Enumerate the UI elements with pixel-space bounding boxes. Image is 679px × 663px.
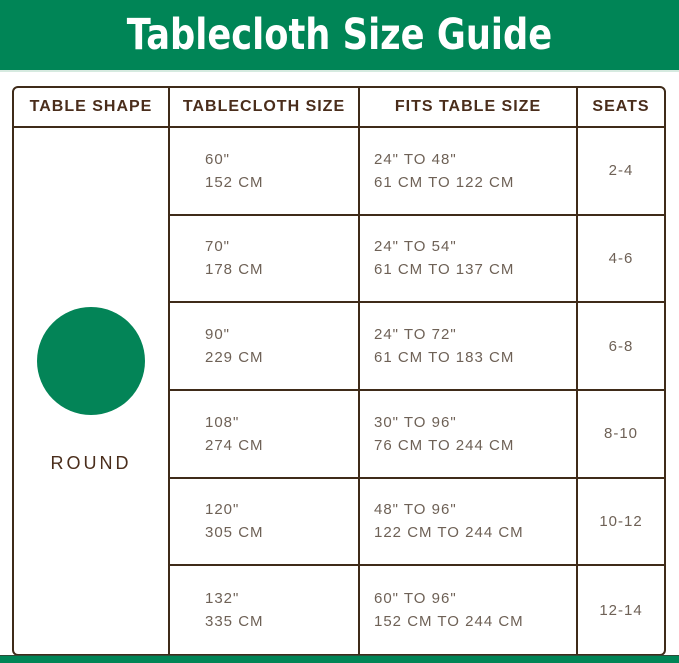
table-row-cell-size: [170, 566, 360, 654]
bottom-green-bar: [0, 655, 679, 663]
size-inches: 60": [205, 150, 231, 168]
table-row-cell-size: [170, 216, 360, 304]
fits-inches: 60" TO 96": [374, 590, 457, 608]
seats-value: 6-8: [608, 337, 634, 355]
table-row-cell-size: [170, 391, 360, 479]
size-inches: 90": [205, 326, 231, 344]
table-row-cell-size: [170, 479, 360, 567]
column-header-tablecloth-size: TABLECLOTH SIZE: [170, 88, 360, 128]
table-row-cell-fits: [360, 216, 578, 304]
table-row-cell-fits: [360, 303, 578, 391]
fits-cm: 61 CM TO 137 CM: [374, 261, 515, 279]
table-row-cell-seats: [578, 303, 664, 391]
fits-cm: 122 CM TO 244 CM: [374, 524, 524, 542]
table-row-cell-size: [170, 128, 360, 216]
size-cm: 305 CM: [205, 524, 264, 542]
size-guide-table: [12, 86, 666, 656]
size-cm: 274 CM: [205, 436, 264, 454]
page-title: Tablecloth Size Guide: [126, 10, 553, 60]
title-banner: [0, 0, 679, 72]
size-inches: 108": [205, 413, 240, 431]
table-shape-cell: [14, 128, 170, 654]
round-shape-icon: [37, 307, 145, 415]
fits-inches: 48" TO 96": [374, 501, 457, 519]
size-inches: 120": [205, 501, 240, 519]
fits-cm: 61 CM TO 122 CM: [374, 173, 515, 191]
fits-inches: 24" TO 72": [374, 326, 457, 344]
fits-cm: 76 CM TO 244 CM: [374, 436, 515, 454]
table-row-cell-seats: [578, 216, 664, 304]
size-inches: 132": [205, 590, 240, 608]
table-row-cell-fits: [360, 391, 578, 479]
size-cm: 178 CM: [205, 261, 264, 279]
seats-value: 12-14: [599, 601, 643, 619]
table-row-cell-seats: [578, 391, 664, 479]
fits-inches: 24" TO 48": [374, 150, 457, 168]
seats-value: 4-6: [608, 249, 634, 267]
column-header-table-shape: TABLE SHAPE: [14, 88, 170, 128]
size-inches: 70": [205, 238, 231, 256]
table-row-cell-size: [170, 303, 360, 391]
shape-label: ROUND: [50, 453, 132, 474]
fits-cm: 152 CM TO 244 CM: [374, 613, 524, 631]
table-row-cell-seats: [578, 479, 664, 567]
table-row-cell-seats: [578, 128, 664, 216]
table-row-cell-fits: [360, 479, 578, 567]
column-header-seats: SEATS: [578, 88, 664, 128]
column-header-fits-table-size: FITS TABLE SIZE: [360, 88, 578, 128]
table-row-cell-fits: [360, 128, 578, 216]
fits-inches: 30" TO 96": [374, 413, 457, 431]
seats-value: 10-12: [599, 512, 643, 530]
fits-inches: 24" TO 54": [374, 238, 457, 256]
size-cm: 335 CM: [205, 613, 264, 631]
size-cm: 229 CM: [205, 349, 264, 367]
fits-cm: 61 CM TO 183 CM: [374, 349, 515, 367]
seats-value: 8-10: [603, 425, 639, 443]
table-row-cell-fits: [360, 566, 578, 654]
table-row-cell-seats: [578, 566, 664, 654]
seats-value: 2-4: [608, 162, 634, 180]
size-cm: 152 CM: [205, 173, 264, 191]
